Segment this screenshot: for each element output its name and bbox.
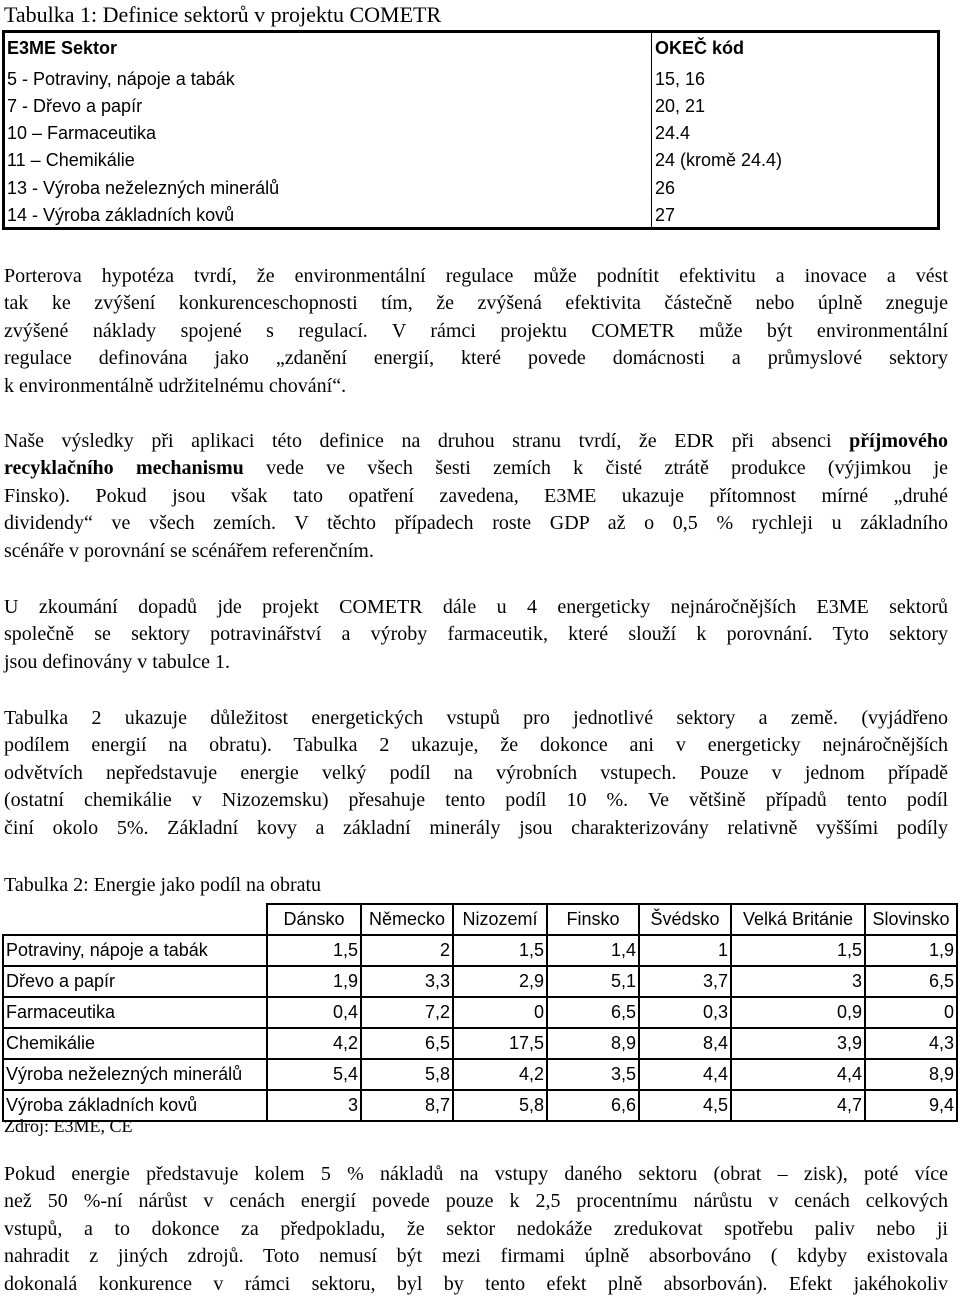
table2-value-cell: 3 <box>267 1090 361 1121</box>
text-line: činí okolo 5%. Základní kovy a základní minerály jsou charakterizovány relativně vyššími podíly <box>4 816 948 839</box>
table2-value-cell: 8,4 <box>639 1028 731 1059</box>
text-line: odvětvích nepředstavuje energie velký podíl na výrobních vstupech. Pouze v jednom případě <box>4 761 948 784</box>
table2-value-cell: 4,5 <box>639 1090 731 1121</box>
table1-row <box>5 93 937 120</box>
table2-value-cell: 6,5 <box>361 1028 453 1059</box>
table2-header-cell: Německo <box>361 904 453 935</box>
table1-cell-sector: 5 - Potraviny, nápoje a tabák <box>7 69 235 89</box>
table2-value-cell: 1,5 <box>731 935 865 966</box>
table2-value-cell: 3 <box>731 966 865 997</box>
bold-term: příjmového <box>849 430 948 452</box>
text-line: než 50 %-ní nárůst v cenách energií povede pouze k 2,5 procentnímu nárůstu v cenách celkových <box>4 1190 948 1213</box>
table2-value-cell: 3,3 <box>361 966 453 997</box>
table2-corner-cell <box>3 904 267 935</box>
table1-row <box>5 202 937 229</box>
table1-header-code: OKEČ kód <box>655 38 745 58</box>
text-line: Finsko). Pokud jsou však tato opatření zavedena, E3ME ukazuje přítomnost mírné „druhé <box>4 484 948 507</box>
table1-cell-code: 15, 16 <box>655 69 706 89</box>
text-line: zvýšené náklady spojené s regulací. V rámci projektu COMETR může být environmentální <box>4 319 948 342</box>
table2-value-cell: 4,2 <box>453 1059 547 1090</box>
table2-row <box>3 966 957 997</box>
table1-row <box>5 120 937 147</box>
text-line: Porterova hypotéza tvrdí, že environmentální regulace může podnítit efektivitu a inovace a vést <box>4 265 948 287</box>
table1 <box>2 30 940 230</box>
table1-cell-sector: 11 – Chemikálie <box>7 150 135 170</box>
text-line: nahradit z jiných zdrojů. Toto nemusí být mezi firmami úplně absorbováno ( kdyby existovala <box>4 1245 948 1268</box>
table2-header-cell: Nizozemí <box>453 904 547 935</box>
table2-value-cell: 5,8 <box>361 1059 453 1090</box>
table1-cell-code: 24.4 <box>655 123 691 143</box>
table2-value-cell: 7,2 <box>361 997 453 1028</box>
table2-value-cell: 4,4 <box>639 1059 731 1090</box>
text-line: U zkoumání dopadů jde projekt COMETR dále u 4 energeticky nejnáročnějších E3ME sektorů <box>4 596 948 618</box>
table2-sector-cell: Potraviny, nápoje a tabák <box>3 935 267 966</box>
text-line: regulace definována jako „zdanění energií, které povede domácnosti a průmyslové sektory <box>4 347 948 370</box>
table1-header-row <box>5 35 937 62</box>
table2-value-cell: 2,9 <box>453 966 547 997</box>
table2-sector-cell: Chemikálie <box>3 1028 267 1059</box>
table1-header-sector: E3ME Sektor <box>7 38 118 58</box>
table2-header-cell: Dánsko <box>267 904 361 935</box>
paragraph-results <box>4 428 948 565</box>
table2-value-cell: 5,8 <box>453 1090 547 1121</box>
table2-sector-cell: Výroba neželezných minerálů <box>3 1059 267 1090</box>
table2-header-row <box>3 904 957 935</box>
table2-sector-cell: Výroba základních kovů <box>3 1090 267 1121</box>
table2-value-cell: 4,2 <box>267 1028 361 1059</box>
table2-sector-cell: Dřevo a papír <box>3 966 267 997</box>
table1-cell-sector: 14 - Výroba základních kovů <box>7 205 235 225</box>
text-line: tak ke zvýšení konkurenceschopnosti tím, že zvýšená efektivita částečně nebo úplně zneguje <box>4 292 948 315</box>
text-line: Pokud energie představuje kolem 5 % nákladů na vstupy daného sektoru (obrat – zisk), poté více <box>4 1163 948 1185</box>
text-span: vede ve všech šesti zemích k čisté ztrátě produkce (výjimkou je <box>266 457 949 480</box>
paragraph-table2-intro <box>4 705 948 842</box>
table2-value-cell: 6,6 <box>547 1090 639 1121</box>
table2-value-cell: 1,4 <box>547 935 639 966</box>
table1-cell-code: 26 <box>655 178 676 198</box>
table2-value-cell: 9,4 <box>865 1090 957 1121</box>
table2-row <box>3 935 957 966</box>
table2-value-cell: 1,5 <box>267 935 361 966</box>
text-line <box>4 455 948 482</box>
text-line: vstupů, a to dokonce za předpokladu, že sektor nedokáže zredukovat spotřebu paliv nebo ji <box>4 1217 948 1240</box>
table2-value-cell: 3,5 <box>547 1059 639 1090</box>
text-line: (ostatní chemikálie v Nizozemsku) přesahuje tento podíl 10 %. Ve většině případů tento podíl <box>4 789 948 812</box>
table2-value-cell: 4,3 <box>865 1028 957 1059</box>
table2-value-cell: 0 <box>453 997 547 1028</box>
table1-cell-code: 27 <box>655 205 676 225</box>
paragraph-porter-hypothesis <box>4 263 948 400</box>
table1-cell-code: 20, 21 <box>655 96 706 116</box>
table1-cell-code: 24 (kromě 24.4) <box>655 150 783 170</box>
table2-value-cell: 5,1 <box>547 966 639 997</box>
table2-header-cell: Slovinsko <box>865 904 957 935</box>
table2-value-cell: 1,5 <box>453 935 547 966</box>
table2-value-cell: 1 <box>639 935 731 966</box>
table2-value-cell: 8,9 <box>865 1059 957 1090</box>
text-line: dividendy“ ve všech zemích. V těchto případech roste GDP až o 0,5 % rychleji u základního <box>4 512 948 535</box>
text-line: společně se sektory potravinářství a výroby farmaceutik, které slouží k porovnání. Tyto sektory <box>4 623 948 646</box>
table2-row <box>3 1028 957 1059</box>
table1-caption: Tabulka 1: Definice sektorů v projektu COMETR <box>4 2 442 27</box>
table2-header-cell: Finsko <box>547 904 639 935</box>
table2-value-cell: 4,4 <box>731 1059 865 1090</box>
table2-value-cell: 0,3 <box>639 997 731 1028</box>
table2-value-cell: 8,7 <box>361 1090 453 1121</box>
table2-value-cell: 6,5 <box>865 966 957 997</box>
text-line: podílem energií na obratu). Tabulka 2 ukazuje, že dokonce ani v energeticky nejnáročnějších <box>4 734 948 757</box>
table1-row <box>5 147 937 174</box>
paragraph-cometr-scope <box>4 594 948 676</box>
table2-value-cell: 8,9 <box>547 1028 639 1059</box>
table2-value-cell: 1,9 <box>267 966 361 997</box>
table2-value-cell: 0,4 <box>267 997 361 1028</box>
text-line: dokonalá konkurence v rámci sektoru, byl by tento efekt plně absorbován). Efekt jakéhokoliv <box>4 1272 948 1295</box>
table2-value-cell: 0 <box>865 997 957 1028</box>
text-line <box>4 428 948 455</box>
table1-cell-sector: 7 - Dřevo a papír <box>7 96 143 116</box>
table2-source: Zdroj: E3ME, CE <box>4 1116 133 1136</box>
table2-caption: Tabulka 2: Energie jako podíl na obratu <box>4 874 322 896</box>
table2-value-cell: 0,9 <box>731 997 865 1028</box>
table2-value-cell: 4,7 <box>731 1090 865 1121</box>
text-line: jsou definovány v tabulce 1. <box>4 650 231 673</box>
text-line: Tabulka 2 ukazuje důležitost energetických vstupů pro jednotlivé sektory a země. (vyjádřeno <box>4 707 948 729</box>
table2-header-cell: Švédsko <box>639 904 731 935</box>
table2-row <box>3 1090 957 1121</box>
table2 <box>2 903 958 1122</box>
table2-value-cell: 3,7 <box>639 966 731 997</box>
table2-sector-cell: Farmaceutika <box>3 997 267 1028</box>
table2-value-cell: 6,5 <box>547 997 639 1028</box>
table2-value-cell: 3,9 <box>731 1028 865 1059</box>
text-line: scénáře v porovnání se scénářem referenčním. <box>4 539 374 562</box>
table1-cell-sector: 10 – Farmaceutika <box>7 123 157 143</box>
bold-term: recyklačního mechanismu <box>4 457 244 480</box>
paragraph-energy-costs <box>4 1161 948 1298</box>
table2-row <box>3 997 957 1028</box>
table2-value-cell: 5,4 <box>267 1059 361 1090</box>
table1-cell-sector: 13 - Výroba neželezných minerálů <box>7 178 280 198</box>
table1-row <box>5 175 937 202</box>
table2-value-cell: 2 <box>361 935 453 966</box>
table1-row <box>5 66 937 93</box>
table2-row <box>3 1059 957 1090</box>
table2-value-cell: 1,9 <box>865 935 957 966</box>
table2-value-cell: 17,5 <box>453 1028 547 1059</box>
text-span: Naše výsledky při aplikaci této definice na druhou stranu tvrdí, že EDR při absenci <box>4 430 832 452</box>
table2-header-cell: Velká Británie <box>731 904 865 935</box>
text-line: k environmentálně udržitelnému chování“. <box>4 374 347 397</box>
